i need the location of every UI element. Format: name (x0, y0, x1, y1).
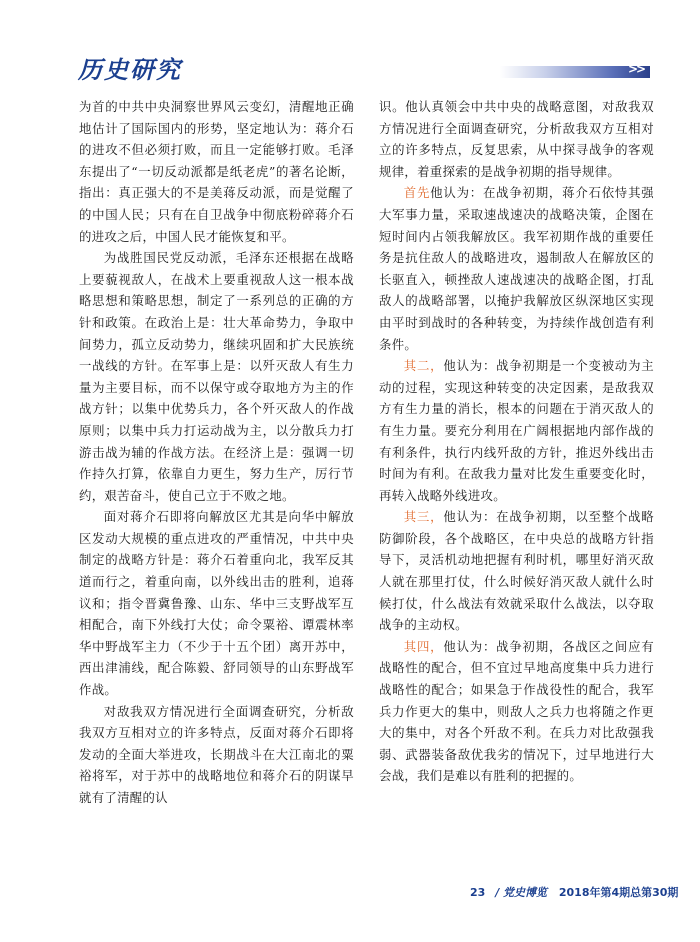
paragraph-lead: 其二， (403, 358, 444, 374)
paragraph-body: 他认为：在战争初期，蒋介石依恃其强大军事力量，采取速战速决的战略决策，企图在短时间内占领我解放区。我军初期作战的重要任务是抗住敌人的战略进攻，遏制敌人在解放区的长驱直入，顿挫敌人速战速决的战略企图，打乱敌人的战略部署，以掩护我解放区纵深地区实现由平时到战时的各种转变，为持续作战创造有利条件。 (379, 185, 654, 352)
paragraph-body: 他认为：在战争初期，以至整个战略防御阶段，各个战略区，在中央总的战略方针指导下，灵活机动地把握有利时机，哪里好消灭敌人就在那里打仗，什么时候好消灭敌人就什么时候打仗，什么战法有效就采取什么战法，以夺取战争的主动权。 (379, 509, 654, 633)
paragraph-lead: 首先 (403, 185, 431, 201)
paragraph: 识。他认真领会中共中央的战略意图，对敌我双方情况进行全面调查研究，分析敌我双方互相对立的许多特点，反复思索，从中探寻战争的客观规律，着重探索的是战争初期的指导规律。 (379, 99, 654, 179)
paragraph (379, 636, 654, 787)
paragraph: 为战胜国民党反动派，毛泽东还根据在战略上要藐视敌人，在战术上要重视敌人这一根本战略思想和策略思想，制定了一系列总的正确的方针和政策。在政治上是：壮大革命势力，争取中间势力，孤立反动势力，继续巩固和扩大民族统一战线的方针。在军事上是：以歼灭敌人有生力量为主要目标，而不以保守或夺取地方为主的作战方针；以集中优势兵力，各个歼灭敌人的作战原则；以集中兵力打运动战为主，以分散兵力打游击战为辅的作战方法。在经济上是：强调一切作持久打算，依靠自力更生，努力生产，厉行节约，艰苦奋斗，使自己立于不败之地。 (79, 250, 354, 503)
left-column (79, 96, 354, 809)
paragraph-lead: 其四， (403, 638, 444, 654)
paragraph-lead: 其三， (403, 509, 444, 525)
page-number: 23 (470, 886, 486, 899)
paragraph: 面对蒋介石即将向解放区尤其是向华中解放区发动大规模的重点进攻的严重情况，中共中央制定的战略方针是：蒋介石着重向北，我军反其道而行之，着重向南，以外线出击的胜利，追蒋议和；指令晋冀鲁豫、山东、华中三支野战军互相配合，南下外线打大仗；命令粟裕、谭震林率华中野战军主力（不少于十五个团）离开苏中，西出津浦线，配合陈毅、舒同领导的山东野战军作战。 (79, 509, 354, 698)
section-title: 历史研究 (78, 55, 182, 84)
right-column (379, 96, 654, 787)
paragraph: 对敌我双方情况进行全面调查研究，分析敌我双方互相对立的许多特点，反面对蒋介石即将发动的全面大举进攻，长期战斗在大江南北的粟裕将军，对于苏中的战略地位和蒋介石的阴谋早就有了清醒的认 (79, 703, 354, 805)
paragraph-body: 他认为：战争初期是一个变被动为主动的过程，实现这种转变的决定因素，是敌我双方有生力量的消长，根本的问题在于消灭敌人的有生力量。要充分利用在广阔根据地内部作战的有利条件，执行内线歼敌的方针，推迟外线出击时间为有利。在敌我力量对比发生重要变化时，再转入战略外线进攻。 (379, 358, 654, 503)
magazine-name: / 党史博览 (495, 886, 548, 899)
paragraph (379, 506, 654, 636)
paragraph: 为首的中共中央洞察世界风云变幻，清醒地正确地估计了国际国内的形势，坚定地认为：蒋介石的进攻不但必须打败，而且一定能够打败。毛泽东提出了“一切反动派都是纸老虎”的著名论断，指出：真正强大的不是美蒋反动派，而是觉醒了的中国人民；只有在自卫战争中彻底粉碎蒋介石的进攻之后，中国人民才能恢复和平。 (79, 99, 354, 244)
page-footer (470, 884, 678, 900)
paragraph (379, 182, 654, 355)
page-header (0, 0, 700, 90)
paragraph-body: 他认为：战争初期，各战区之间应有战略性的配合，但不宜过早地高度集中兵力进行战略性的配合；如果急于作战役性的配合，我军兵力作更大的集中，则敌人之兵力也将随之作更大的集中，对各个歼敌不利。在兵力对比敌强我弱、武器装备敌优我劣的情况下，过早地进行大会战，我们是难以有胜利的把握的。 (379, 638, 654, 784)
double-chevron-icon: >> (628, 62, 645, 76)
issue-info: 2018年第4期总第30期 (558, 886, 679, 899)
paragraph (379, 355, 654, 506)
